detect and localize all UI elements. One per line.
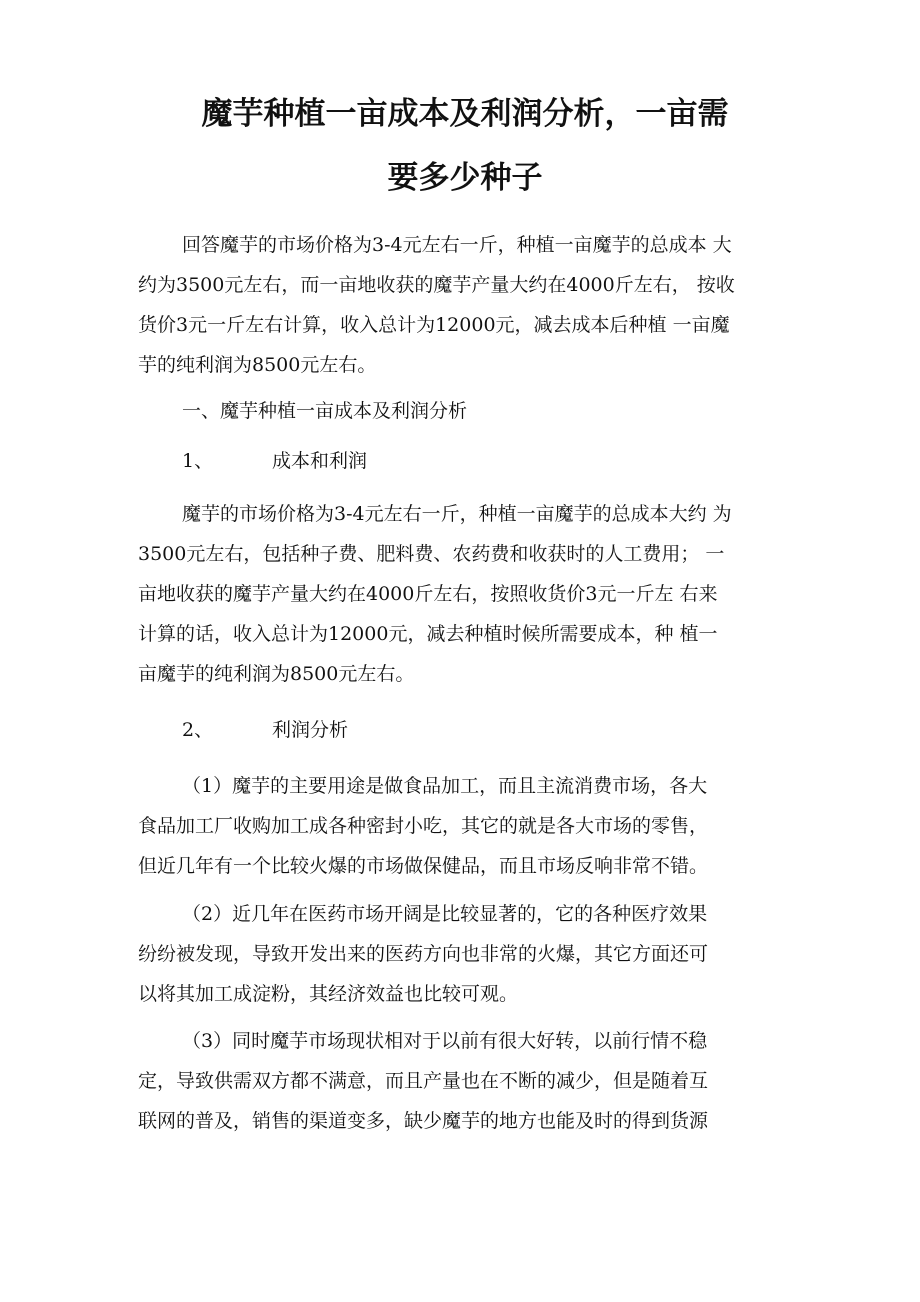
paragraph-line: 定，导致供需双方都不满意，而且产量也在不断的减少，但是随着互 <box>138 1070 709 1092</box>
paragraph-line: 联网的普及，销售的渠道变多，缺少魔芋的地方也能及时的得到货源 <box>138 1110 709 1132</box>
paragraph-line: 计算的话，收入总计为12000元，减去种植时候所需要成本，种 植一 <box>138 623 718 645</box>
subsection-number: 1、 <box>182 450 214 472</box>
paragraph-line: 回答魔芋的市场价格为3-4元左右一斤，种植一亩魔芋的总成本 大 <box>182 234 732 256</box>
paragraph-line: （3）同时魔芋市场现状相对于以前有很大好转，以前行情不稳 <box>182 1030 708 1052</box>
document-title-line-1: 魔芋种植一亩成本及利润分析，一亩需 <box>201 96 729 132</box>
document-title-line-2: 要多少种子 <box>387 160 543 196</box>
paragraph-line: （2）近几年在医药市场开阔是比较显著的，它的各种医疗效果 <box>182 903 708 925</box>
paragraph-line: （1）魔芋的主要用途是做食品加工，而且主流消费市场，各大 <box>182 775 708 797</box>
paragraph-line: 但近几年有一个比较火爆的市场做保健品，而且市场反响非常不错。 <box>138 855 709 877</box>
paragraph-line: 纷纷被发现，导致开发出来的医药方向也非常的火爆，其它方面还可 <box>138 943 709 965</box>
cost-profit-paragraph <box>138 494 798 694</box>
paragraph-line: 芋的纯利润为8500元左右。 <box>138 354 377 376</box>
paragraph-line: 3500元左右，包括种子费、肥料费、农药费和收获时的人工费用； 一 <box>138 543 725 565</box>
paragraph-line: 货价3元一斤左右计算，收入总计为12000元，减去成本后种植 一亩魔 <box>138 314 730 336</box>
subsection-heading-1 <box>182 441 367 481</box>
answer-paragraph <box>138 225 798 385</box>
subsection-heading-2 <box>182 710 348 750</box>
paragraph-line: 以将其加工成淀粉，其经济效益也比较可观。 <box>138 983 519 1005</box>
paragraph-line: 食品加工厂收购加工成各种密封小吃，其它的就是各大市场的零售， <box>138 815 709 837</box>
profit-point-2 <box>138 894 798 1014</box>
subsection-label: 成本和利润 <box>272 450 368 472</box>
profit-point-1 <box>138 766 798 886</box>
profit-point-3 <box>138 1021 798 1141</box>
paragraph-line: 约为3500元左右，而一亩地收获的魔芋产量大约在4000斤左右， 按收 <box>138 274 735 296</box>
paragraph-line: 魔芋的市场价格为3-4元左右一斤，种植一亩魔芋的总成本大约 为 <box>182 503 732 525</box>
subsection-number: 2、 <box>182 719 214 741</box>
subsection-label: 利润分析 <box>272 719 349 741</box>
paragraph-line: 亩魔芋的纯利润为8500元左右。 <box>138 663 415 685</box>
paragraph-line: 亩地收获的魔芋产量大约在4000斤左右，按照收货价3元一斤左 右来 <box>138 583 718 605</box>
section-heading-1: 一、魔芋种植一亩成本及利润分析 <box>182 400 468 422</box>
